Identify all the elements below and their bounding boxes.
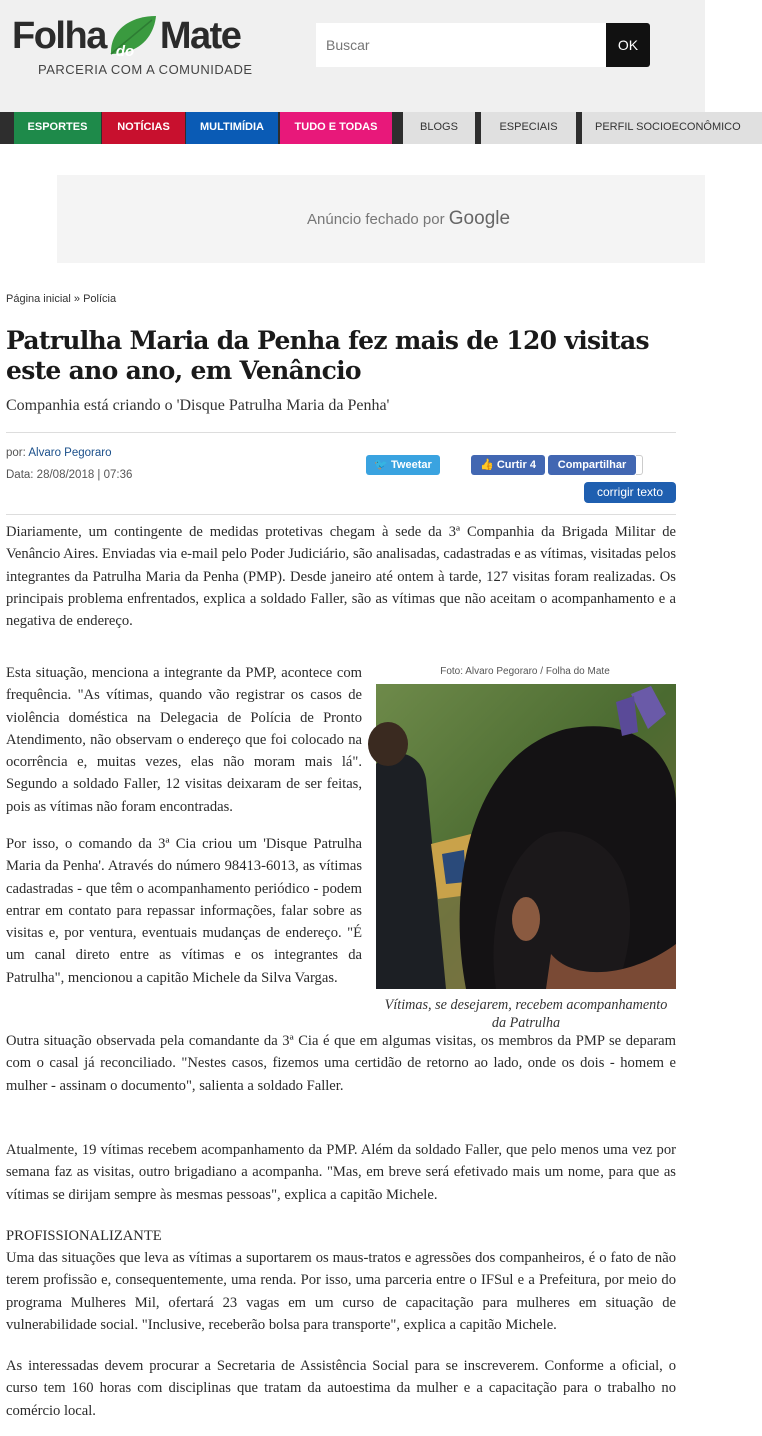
like-label: Curtir 4 — [496, 459, 536, 471]
ad-closed-text: Anúncio fechado por — [307, 211, 445, 228]
breadcrumb-separator: » — [73, 293, 81, 305]
nav-item-perfil[interactable]: PERFIL SOCIOECONÔMICO — [582, 112, 762, 144]
divider — [6, 432, 676, 433]
article-paragraph: Atualmente, 19 vítimas recebem acompanhamento da PMP. Além da soldado Faller, que pelo menos uma vez por semana faz as visitas, outro brigadiano a acompanha. "Mas, em breve será efetivado mais um nome, para que as vítimas se dirijam sempre às mesmas pessoas", explica a capitão Michele. — [6, 1142, 676, 1203]
author-link[interactable]: Alvaro Pegoraro — [28, 447, 112, 459]
google-logo: Google — [448, 208, 511, 229]
divider — [6, 514, 676, 515]
nav-item-noticias[interactable]: NOTÍCIAS — [102, 112, 185, 144]
article-subtitle: Companhia está criando o 'Disque Patrulha Maria da Penha' — [6, 397, 390, 414]
ad-banner — [57, 175, 705, 263]
twitter-icon: 🐦 — [374, 459, 388, 471]
nav-item-tudo-e-todas[interactable]: TUDO E TODAS — [280, 112, 392, 144]
search-input[interactable] — [316, 23, 606, 67]
logo-word-mate: Mate — [159, 15, 241, 57]
share-button[interactable]: Compartilhar — [548, 455, 636, 475]
site-logo[interactable] — [12, 14, 292, 84]
leaf-icon — [108, 14, 158, 60]
nav-item-multimidia[interactable]: MULTIMÍDIA — [186, 112, 278, 144]
logo-word-folha: Folha — [12, 15, 106, 57]
tweet-button[interactable] — [366, 455, 440, 475]
section-heading: PROFISSIONALIZANTE — [6, 1228, 162, 1244]
article-paragraph — [6, 1030, 676, 1097]
breadcrumb-section[interactable]: Polícia — [83, 293, 117, 305]
article-photo[interactable] — [376, 684, 676, 989]
article-paragraph: Por isso, o comando da 3ª Cia criou um 'Disque Patrulha Maria da Penha'. Através do número 98413-6013, as vítimas cadastradas - que têm o acompanhamento periódico - podem entrar em contato para repassar informações, falar sobre as visitas e, por ventura, eventuais mudanças de endereço. "É um canal direto entre as vítimas e os integrantes da Patrulha", mencionou a capitão Michele da Silva Vargas. — [6, 836, 362, 986]
article-paragraph: Uma das situações que leva as vítimas a suportarem os maus-tratos e agressões dos companheiros, é o fato de não terem profissão e, consequentemente, uma renda. Por isso, uma parceria entre o IFSul e a Prefeitura, por meio do programa Mulheres Mil, ofertará 23 vagas em um curso de capacitação para mulheres em situação de vulnerabilidade social. "Inclusive, receberão bolsa para transporte", explica a capitão Michele. — [6, 1250, 676, 1333]
main-nav — [0, 112, 741, 144]
nav-item-especiais[interactable]: ESPECIAIS — [481, 112, 576, 144]
author-line — [6, 447, 112, 459]
like-button[interactable] — [471, 455, 545, 475]
thumbs-up-icon: 👍 — [480, 459, 494, 471]
breadcrumb — [6, 293, 116, 305]
site-header — [0, 0, 705, 112]
paragraph-text: Outra situação observada pela comandante da 3ª Cia é que em algumas visitas, os membros da PMP se deparam com o casal já reconciliado. "Nestes casos, fizemos uma certidão de retorno ao lado, onde os dois - homem e mulher - assinam o documento", salienta a soldado Faller. — [6, 1033, 676, 1094]
logo-tagline: PARCERIA COM A COMUNIDADE — [38, 62, 253, 77]
article-date: Data: 28/08/2018 | 07:36 — [6, 469, 133, 481]
article-title: Patrulha Maria da Penha fez mais de 120 visitas este ano ano, em Venâncio — [6, 326, 649, 385]
photo-caption: Vítimas, se desejarem, recebem acompanhamento da Patrulha — [384, 997, 668, 1031]
logo-word-do: do — [115, 43, 135, 60]
article-paragraph: Diariamente, um contingente de medidas protetivas chegam à sede da 3ª Companhia da Brigada Militar de Venâncio Aires. Enviadas via e-mail pelo Poder Judiciário, são analisadas, cadastradas e as vítimas, visitadas pelos integrantes da Patrulha Maria da Penha (PMP). Desde janeiro até ontem à tarde, 127 visitas foram realizadas. Os principais problema enfrentados, explica a soldado Faller, são as vítimas que não aceitam o acompanhamento e a negativa de endereço. — [6, 524, 676, 630]
nav-item-esportes[interactable]: ESPORTES — [14, 112, 101, 144]
search-button[interactable]: OK — [606, 23, 650, 67]
share-button-edge — [636, 455, 643, 475]
tweet-label: Tweetar — [391, 459, 432, 471]
article-paragraph: As interessadas devem procurar a Secretaria de Assistência Social para se inscreverem. Conforme a oficial, o curso tem 160 horas com disciplinas que tratam da autoestima da mulher e a capacitação para o trabalho no comércio local. — [6, 1358, 676, 1419]
fix-text-button[interactable]: corrigir texto — [584, 482, 676, 503]
article-paragraph: Esta situação, menciona a integrante da PMP, acontece com frequência. "As vítimas, quando vão registrar os casos de violência doméstica na Delegacia de Polícia de Pronto Atendimento, não observam o endereço que foi colocado na ocorrência e, muitas vezes, elas não moram mais lá". Segundo a soldado Faller, 12 visitas deixaram de ser feitas, pois as vítimas não foram encontradas. — [6, 665, 362, 815]
photo-credit: Foto: Alvaro Pegoraro / Folha do Mate — [440, 666, 610, 677]
by-label: por: — [6, 447, 26, 459]
nav-item-blogs[interactable]: BLOGS — [403, 112, 475, 144]
breadcrumb-home[interactable]: Página inicial — [6, 293, 71, 305]
